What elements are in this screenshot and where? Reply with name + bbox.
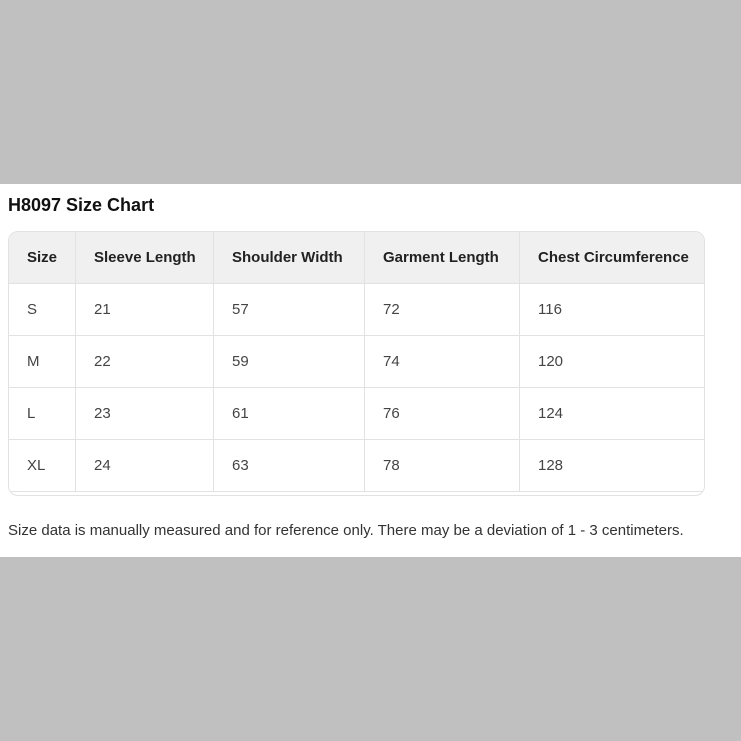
- cell-garment-length: 74: [365, 336, 520, 388]
- cell-shoulder-width: 57: [214, 284, 365, 336]
- cell-chest-circumference: 128: [520, 440, 706, 492]
- table-header-row: [9, 232, 706, 284]
- cell-size: XL: [9, 440, 76, 492]
- cell-sleeve-length: 24: [76, 440, 214, 492]
- cell-shoulder-width: 63: [214, 440, 365, 492]
- size-table-container: [8, 231, 705, 496]
- cell-sleeve-length: 23: [76, 388, 214, 440]
- table-row: [9, 388, 706, 440]
- cell-size: S: [9, 284, 76, 336]
- cell-garment-length: 76: [365, 388, 520, 440]
- cell-sleeve-length: 21: [76, 284, 214, 336]
- cell-shoulder-width: 61: [214, 388, 365, 440]
- cell-garment-length: 72: [365, 284, 520, 336]
- header-shoulder-width: Shoulder Width: [214, 232, 365, 284]
- cell-chest-circumference: 120: [520, 336, 706, 388]
- cell-shoulder-width: 59: [214, 336, 365, 388]
- measurement-note: Size data is manually measured and for reference only. There may be a deviation of 1 - 3 centimeters.: [8, 522, 684, 539]
- header-size: Size: [9, 232, 76, 284]
- cell-size: L: [9, 388, 76, 440]
- table-row: [9, 336, 706, 388]
- header-garment-length: Garment Length: [365, 232, 520, 284]
- table-row: [9, 440, 706, 492]
- cell-chest-circumference: 116: [520, 284, 706, 336]
- header-sleeve-length: Sleeve Length: [76, 232, 214, 284]
- table-row: [9, 284, 706, 336]
- cell-garment-length: 78: [365, 440, 520, 492]
- size-chart-panel: [0, 184, 741, 557]
- header-chest-circumference: Chest Circumference: [520, 232, 706, 284]
- size-chart-title: H8097 Size Chart: [8, 195, 155, 215]
- cell-size: M: [9, 336, 76, 388]
- size-table: [8, 231, 705, 492]
- cell-chest-circumference: 124: [520, 388, 706, 440]
- cell-sleeve-length: 22: [76, 336, 214, 388]
